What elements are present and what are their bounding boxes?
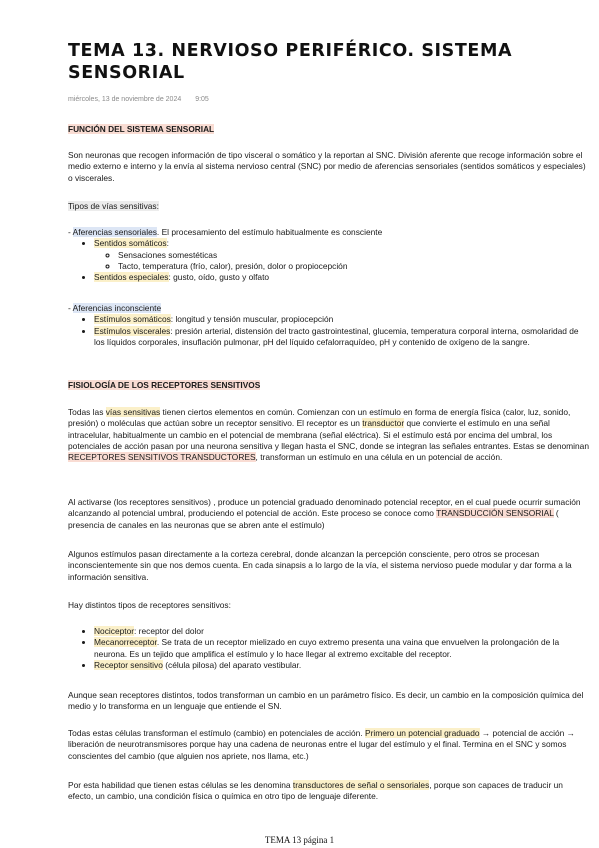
date-time (68, 94, 221, 105)
list-item (94, 314, 590, 325)
section-heading-fisiologia (68, 380, 590, 391)
tipos-label-row (68, 201, 590, 212)
text: tienen ciertos elementos en común. Comienzan con un estímulo en forma de energía física (calor, luz, sonido, presión) o moléculas que actúan sobre un receptor sensitivo. El receptor es un (68, 407, 571, 429)
section-heading-funcion (68, 124, 590, 135)
tipos-label: Tipos de vías sensitivas: (68, 201, 159, 211)
transduccion-highlight: TRANSDUCCIÓN SENSORIAL (436, 508, 554, 519)
dash: - (68, 303, 73, 313)
list-item (94, 660, 590, 671)
list-item (94, 326, 590, 349)
paragraph-activacion (68, 497, 590, 531)
est-somaticos-label: Estímulos somáticos (94, 314, 171, 325)
somaticos-label: Sentidos somáticos (94, 238, 167, 249)
aferencias-inconsciente-block (68, 303, 590, 348)
dash: - (68, 227, 73, 237)
text: (célula pilosa) del aparato vestibular. (162, 659, 302, 670)
page-footer: TEMA 13 página 1 (264, 835, 335, 845)
paragraph-habilidad (68, 780, 590, 803)
date: miércoles, 13 de noviembre de 2024 (68, 96, 182, 103)
sentidos-list (68, 238, 590, 283)
paragraph-transforman: Aunque sean receptores distintos, todos transforman un cambio en un parámetro físico. Es decir, un cambio en la composición química del medio y lo transforma en un lenguaje que entiende el SN. (68, 690, 584, 712)
especiales-label: Sentidos especiales (94, 272, 169, 283)
intro-paragraph: Son neuronas que recogen información de tipo visceral o somático y la reportan al SNC. División aferente que recoge información sobre el medio externo e interno y la envía al sistema nervioso central (SNC) por medio de aferencias sensoriales (sentidos somáticos y especiales) o viscerales. (68, 150, 586, 183)
aferencias-sensoriales-text: . El procesamiento del estímulo habitualmente es consciente (156, 227, 383, 237)
mecanorreceptor-label: Mecanorreceptor (94, 637, 157, 648)
list-item (94, 637, 590, 660)
page-title: TEMA 13. NERVIOSO PERIFÉRICO. SISTEMA SENSORIAL (68, 41, 513, 83)
receptores-highlight: RECEPTORES SENSITIVOS TRANSDUCTORES (68, 452, 256, 463)
list-item: ◦ Sensaciones somestéticas (118, 250, 590, 261)
text: , porque son capaces de traducir un efecto, un cambio, una condición física o química en otro tipo de lenguaje diferente. (68, 780, 563, 802)
aferencias-sensoriales-label: Aferencias sensoriales (72, 227, 157, 237)
somaticos-sublist (94, 250, 590, 273)
text: → potencial de acción → liberación de neurotransmisores porque hay una cadena de neuronas entre el lugar del estímulo y el final. Termina en el SNC y somos conscientes del cambio (que alguien nos apriete, nos llama, etc.) (68, 728, 575, 761)
nociceptor-label: Nociceptor (94, 626, 135, 636)
aferencias-inconsciente-label: Aferencias inconsciente (72, 303, 162, 313)
list-item: ◦ Tacto, temperatura (frío, calor), presión, dolor o propiocepción (118, 261, 590, 272)
heading-text: FUNCIÓN DEL SISTEMA SENSORIAL (68, 124, 215, 134)
colon: : (166, 238, 169, 249)
text: , transforman un estímulo en una célula en un potencial de acción. (255, 452, 503, 463)
text: Todas estas células transforman el estímulo (cambio) en potenciales de acción. (68, 728, 365, 738)
paragraph-vias (68, 407, 590, 463)
receptores-list (68, 626, 590, 671)
receptor-sensitivo-label: Receptor sensitivo (94, 659, 163, 670)
aferencias-sensoriales-line (68, 227, 590, 238)
text: Al activarse (los receptores sensitivos) , produce un potencial graduado denominado potencial receptor, en el cual puede ocurrir sumación alcanzando al potencial umbral, produciendo el potencial de acción. Este proceso se conoce como (68, 497, 581, 519)
est-viscerales-text: : presión arterial, distensión del tracto gastrointestinal, glucemia, temperatura corporal interna, osmolaridad de los líquidos corporales, insuflación pulmonar, pH del líquido cefalorraquídeo, pH y contenido de oxígeno de la sangre. (94, 325, 579, 347)
text: Todas las (68, 407, 106, 417)
est-somaticos-text: : longitud y tensión muscular, propiocepción (170, 314, 334, 325)
text: : receptor del dolor (134, 626, 204, 636)
vias-sensitivas-highlight: vías sensitivas (105, 407, 161, 417)
list-item (94, 626, 590, 637)
list-item (94, 272, 590, 283)
time: 9:05 (195, 96, 209, 103)
paragraph-tipos-receptores: Hay distintos tipos de receptores sensitivos: (68, 600, 231, 610)
potencial-graduado-highlight: Primero un potencial graduado (365, 728, 480, 738)
text: . Se trata de un receptor mielizado en cuyo extremo presenta una vaina que envuelven la prolongación de la neurona. Es un tejido que amplifica el estímulo y lo hace llegar al extremo excitable del receptor. (94, 637, 560, 659)
paragraph-potenciales (68, 728, 590, 762)
est-viscerales-label: Estímulos viscerales (94, 325, 171, 336)
aferencias-inconsciente-line (68, 303, 590, 314)
aferencias-sensoriales-block (68, 227, 590, 283)
list-item (94, 238, 590, 272)
text: Por esta habilidad que tienen estas células se les denomina (68, 780, 293, 790)
transductores-highlight: transductores de señal o sensoriales (292, 780, 430, 790)
text: que convierte el estímulo en una señal intracelular, habitualmente un cambio en el potencial de membrana (señal eléctrica). Si el estímulo está por encima del umbral, los potenciales de acción pasan por una neurona sensitiva y llegan hasta el SNC, donde se integran las señales entrantes. Estas se denominan (68, 418, 589, 451)
estimulos-list (68, 314, 590, 348)
text: ( presencia de canales en las neuronas que se abren ante el estímulo) (68, 508, 559, 530)
especiales-text: : gusto, oído, gusto y olfato (168, 272, 270, 283)
heading-text: FISIOLOGÍA DE LOS RECEPTORES SENSITIVOS (68, 380, 261, 390)
transductor-highlight: transductor (362, 418, 405, 429)
paragraph-estimulos: Algunos estímulos pasan directamente a la corteza cerebral, donde alcanzan la percepción consciente, pero otros se procesan inconscientemente sin que nos demos cuenta. En cada sinapsis a lo largo de la vía, el sistema nervioso puede modular y dar forma a la información sensitiva. (68, 549, 572, 582)
